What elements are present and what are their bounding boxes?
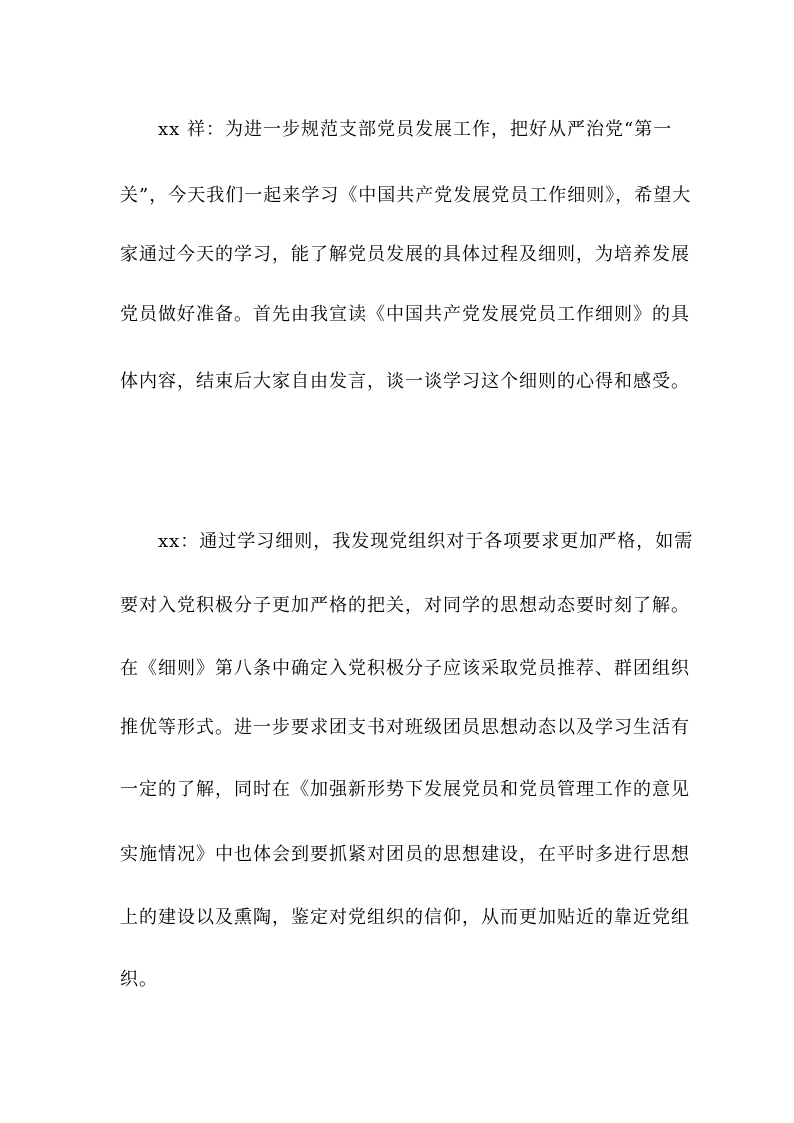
paragraph-2-line: 一定的了解，同时在《加强新形势下发展党员和党员管理工作的意见 bbox=[120, 779, 690, 800]
paragraph-2-line: xx：通过学习细则，我发现党组织对于各项要求更加严格，如需 bbox=[158, 531, 694, 552]
paragraph-2-line: 织。 bbox=[120, 969, 158, 990]
paragraph-2-line: 在《细则》第八条中确定入党积极分子应该采取党员推荐、群团组织 bbox=[120, 658, 690, 679]
paragraph-2-line: 实施情况》中也体会到要抓紧对团员的思想建设，在平时多进行思想 bbox=[120, 844, 690, 865]
paragraph-2-line: 上的建设以及熏陶，鉴定对党组织的信仰，从而更加贴近的靠近党组 bbox=[120, 907, 690, 928]
paragraph-1-line: 体内容，结束后大家自由发言，谈一谈学习这个细则的心得和感受。 bbox=[120, 371, 690, 392]
paragraph-1-line: 家通过今天的学习，能了解党员发展的具体过程及细则，为培养发展 bbox=[120, 244, 690, 265]
paragraph-2-line: 要对入党积极分子更加严格的把关，对同学的思想动态要时刻了解。 bbox=[120, 595, 690, 616]
paragraph-2-line: 推优等形式。进一步要求团支书对班级团员思想动态以及学习生活有 bbox=[120, 717, 690, 738]
paragraph-1-line: 党员做好准备。首先由我宣读《中国共产党发展党员工作细则》的具 bbox=[120, 304, 690, 325]
paragraph-1-line: xx 祥：为进一步规范支部党员发展工作，把好从严治党“第一 bbox=[158, 119, 673, 140]
paragraph-1-line: 关”，今天我们一起来学习《中国共产党发展党员工作细则》，希望大 bbox=[120, 185, 692, 206]
